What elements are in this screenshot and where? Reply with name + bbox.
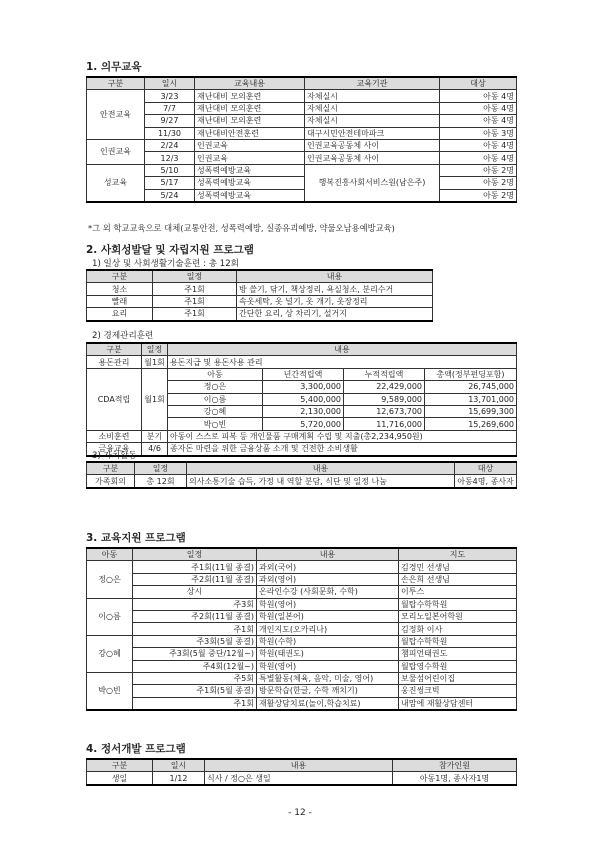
- table-cell: 식사 / 정○은 생일: [205, 772, 393, 785]
- table-cell: 주1회: [133, 623, 257, 635]
- table-cell: 7/7: [145, 102, 195, 114]
- table-cell: 재난대비 모의훈련: [195, 102, 305, 114]
- table-row: [87, 189, 517, 202]
- table-cell: 아동1명, 종사자1명: [393, 772, 517, 785]
- table-cell: 내맘에 재활상담센터: [399, 697, 517, 710]
- column-header: 구분: [87, 759, 153, 772]
- table-cell: 인권교육: [195, 152, 305, 164]
- column-header: 교육내용: [195, 77, 305, 90]
- table-row: [87, 623, 517, 635]
- column-header: 아동: [168, 368, 263, 380]
- column-header: 구분: [87, 270, 153, 283]
- table-header-row: [87, 343, 517, 356]
- subsection-title: 1) 일상 및 사회생활기술훈련 : 총 12회: [92, 259, 239, 269]
- table-row: [87, 635, 517, 647]
- table-cell: 주3회(5월 종결): [133, 635, 257, 647]
- section-title-1: 1. 의무교육: [86, 61, 142, 73]
- group-cell: 안전교육: [87, 90, 145, 140]
- table-cell: 이○름: [168, 393, 263, 405]
- table-row: [87, 90, 517, 102]
- table-cell: 소비훈련: [87, 430, 142, 442]
- column-header: 교육기관: [305, 77, 440, 90]
- table-cell: 과외(국어): [257, 561, 399, 573]
- table-cell: 5/17: [145, 177, 195, 189]
- column-header: 일시: [153, 759, 205, 772]
- column-header: 일정: [153, 270, 237, 283]
- table-cell: 온라인수강 (사회문화, 수학): [257, 586, 399, 598]
- table-cell: 자체실시: [305, 90, 440, 102]
- table-row: [87, 610, 517, 622]
- table-row: [87, 102, 517, 114]
- column-header: 구분: [87, 462, 135, 475]
- table-cell: 9,589,000: [344, 393, 425, 405]
- table-cell: 15,269,600: [425, 418, 517, 430]
- table-row: [87, 368, 517, 380]
- section-title-4: 4. 정서개발 프로그램: [86, 743, 186, 755]
- column-header: 일정: [142, 343, 168, 356]
- table-cell: 손은희 선생님: [399, 573, 517, 585]
- column-header: 참가인원: [393, 759, 517, 772]
- table-cell: 모리노일본어학원: [399, 610, 517, 622]
- table-cell: 12,673,700: [344, 405, 425, 417]
- table-cell: 아동 3명: [440, 127, 517, 139]
- table-cell: 인권교육공동체 사이: [305, 152, 440, 164]
- table-cell: 방 쓸기, 닦기, 책상정리, 욕실청소, 분리수거: [237, 283, 433, 295]
- table-cell: 개인지도(오카리나): [257, 623, 399, 635]
- group-cell: 인권교육: [87, 139, 145, 164]
- table-row: [87, 672, 517, 684]
- table-cell: 생일: [87, 772, 153, 785]
- subsection-title: 3) 자치활동: [92, 451, 137, 461]
- education-support-table: [86, 547, 517, 711]
- group-cell: 정○은: [87, 561, 133, 598]
- group-cell: 성교육: [87, 164, 145, 202]
- table-cell: 5,720,000: [263, 418, 344, 430]
- table-cell: 아동 4명: [440, 139, 517, 151]
- table-cell: 종자돈 마련을 위한 금융상품 소개 및 건전한 소비생활: [168, 443, 517, 456]
- table-header-row: [87, 548, 517, 561]
- table-cell: 주1회: [153, 308, 237, 321]
- table-row: [87, 772, 517, 785]
- table-cell: 아동이 스스로 피복 등 개인물품 구매계획 수립 및 지출(총2,234,950원): [168, 430, 517, 442]
- table-cell: 2,130,000: [263, 405, 344, 417]
- table-cell: 5/24: [145, 189, 195, 202]
- table-cell: 아동 2명: [440, 189, 517, 202]
- table-row: [87, 586, 517, 598]
- table-row: [87, 139, 517, 151]
- table-cell: 월탑수학학원: [399, 635, 517, 647]
- table-cell: 주3회(5월 중단/12월~): [133, 648, 257, 660]
- section-title-2: 2. 사회성발달 및 자립지원 프로그램: [86, 244, 254, 256]
- table-row: [87, 177, 517, 189]
- table-cell: 3/23: [145, 90, 195, 102]
- table-cell: 12/3: [145, 152, 195, 164]
- table-cell: 주2회(11월 종결): [133, 573, 257, 585]
- column-header: 일시: [145, 77, 195, 90]
- table-cell: 아동 2명: [440, 164, 517, 176]
- table-cell: 학원(일본어): [257, 610, 399, 622]
- table-cell: 1/12: [153, 772, 205, 785]
- table-cell: 요리: [87, 308, 153, 321]
- table-cell: 방문학습(한글, 수학 깨치기): [257, 685, 399, 697]
- table-row: [87, 164, 517, 176]
- table-cell: 재활상담치료(놀이,학습치료): [257, 697, 399, 710]
- group-cell: 강○혜: [87, 635, 133, 672]
- table-cell: 인권교육: [195, 139, 305, 151]
- table-cell: 월탑수학학원: [399, 598, 517, 610]
- table-cell: 보물섬어린이집: [399, 672, 517, 684]
- page-number: - 12 -: [288, 808, 312, 818]
- table-row: [87, 115, 517, 127]
- daily-life-table: [86, 269, 433, 322]
- mandatory-education-table: [86, 76, 517, 203]
- table-cell: 총 12회: [135, 475, 187, 488]
- table-cell: 정○은: [168, 381, 263, 393]
- table-row: [87, 152, 517, 164]
- table-row: [87, 660, 517, 672]
- group-cell: CDA적립: [87, 368, 142, 430]
- table-cell: 대구시민안전테마파크: [305, 127, 440, 139]
- table-cell: 주2회(11월 종결): [133, 610, 257, 622]
- table-row: [87, 648, 517, 660]
- table-cell: 학원(영어): [257, 598, 399, 610]
- table-cell: 간단한 요리, 상 차리기, 설거지: [237, 308, 433, 321]
- table-cell: 자체실시: [305, 115, 440, 127]
- table-cell: 주1회(5월 종결): [133, 685, 257, 697]
- table-row: [87, 127, 517, 139]
- table-cell: 월1회: [142, 356, 168, 368]
- column-header: 내용: [187, 462, 455, 475]
- table-cell: 월탑영수학원: [399, 660, 517, 672]
- column-header: 구분: [87, 77, 145, 90]
- table-cell: 주5회: [133, 672, 257, 684]
- table-cell: 26,745,000: [425, 381, 517, 393]
- table-cell: 빨래: [87, 295, 153, 307]
- column-header: 아동: [87, 548, 133, 561]
- emotional-development-table: [86, 758, 517, 786]
- column-header: 대상: [455, 462, 517, 475]
- table-cell: 과외(영어): [257, 573, 399, 585]
- table-cell: 주1회(11월 종결): [133, 561, 257, 573]
- column-header: 총액(정부펀딩포함): [425, 368, 517, 380]
- column-header: 내용: [168, 343, 517, 356]
- table-cell: 용돈지급 및 용돈사용 관리: [168, 356, 517, 368]
- table-cell: 청소: [87, 283, 153, 295]
- table-cell: 15,699,300: [425, 405, 517, 417]
- column-header: 년간적립액: [263, 368, 344, 380]
- column-header: 내용: [205, 759, 393, 772]
- column-header: 내용: [237, 270, 433, 283]
- table-cell: 성폭력예방교육: [195, 189, 305, 202]
- table-cell: 강○혜: [168, 405, 263, 417]
- table-cell: 4/6: [142, 443, 168, 456]
- table-cell: 22,429,000: [344, 381, 425, 393]
- table-row: [87, 685, 517, 697]
- table-cell: 아동 4명: [440, 102, 517, 114]
- table-cell: 9/27: [145, 115, 195, 127]
- column-header: 구분: [87, 343, 142, 356]
- table-cell: 이투스: [399, 586, 517, 598]
- table-header-row: [87, 77, 517, 90]
- economic-training-table: [86, 342, 517, 457]
- table-cell: 김정화 이사: [399, 623, 517, 635]
- table-header-row: [87, 270, 433, 283]
- table-cell: 가족회의: [87, 475, 135, 488]
- table-cell: 박○빈: [168, 418, 263, 430]
- table-cell: 주3회: [133, 598, 257, 610]
- group-cell: 박○빈: [87, 672, 133, 710]
- table-cell: 학원(태권도): [257, 648, 399, 660]
- table-cell: 성폭력예방교육: [195, 177, 305, 189]
- table-cell: 재난대비 모의훈련: [195, 115, 305, 127]
- table-cell: 자체실시: [305, 102, 440, 114]
- table-cell: 11,716,000: [344, 418, 425, 430]
- table-cell: 아동 4명: [440, 90, 517, 102]
- table-cell: 금융교육: [87, 443, 142, 456]
- table-cell: 아동 2명: [440, 177, 517, 189]
- table-cell: 행복진흥사회서비스원(남은주): [305, 164, 440, 202]
- column-header: 일정: [133, 548, 257, 561]
- table-cell: 3,300,000: [263, 381, 344, 393]
- table-cell: 월1회: [142, 368, 168, 430]
- table-cell: 주1회: [153, 283, 237, 295]
- table-header-row: [87, 462, 517, 475]
- table-cell: 아동4명, 종사자: [455, 475, 517, 488]
- table-cell: 성폭력예방교육: [195, 164, 305, 176]
- column-header: 일정: [135, 462, 187, 475]
- table-cell: 재난대비 모의훈련: [195, 90, 305, 102]
- table-cell: 아동 4명: [440, 115, 517, 127]
- footnote: *그 외 학교교육으로 대체(교통안전, 성폭력예방, 실종유괴예방, 약물오남용예방교육): [88, 223, 395, 233]
- table-cell: 학원(수학): [257, 635, 399, 647]
- table-row: [87, 598, 517, 610]
- table-row: [87, 443, 517, 456]
- table-cell: 13,701,000: [425, 393, 517, 405]
- table-cell: 의사소통기술 습득, 가정 내 역할 분담, 식단 및 일정 나눔: [187, 475, 455, 488]
- table-cell: 김경민 선생님: [399, 561, 517, 573]
- table-cell: 용돈관리: [87, 356, 142, 368]
- column-header: 대상: [440, 77, 517, 90]
- group-cell: 이○름: [87, 598, 133, 635]
- table-header-row: [87, 759, 517, 772]
- table-row: [87, 283, 433, 295]
- table-row: [87, 475, 517, 488]
- table-cell: 11/30: [145, 127, 195, 139]
- table-row: [87, 697, 517, 710]
- table-row: [87, 573, 517, 585]
- table-row: [87, 561, 517, 573]
- table-cell: 2/24: [145, 139, 195, 151]
- column-header: 누적적립액: [344, 368, 425, 380]
- table-cell: 재난대비안전훈련: [195, 127, 305, 139]
- table-cell: 주4회(12월~): [133, 660, 257, 672]
- subsection-title: 2) 경제관리훈련: [92, 331, 154, 341]
- self-governance-table: [86, 461, 517, 489]
- table-cell: 챔피언태권도: [399, 648, 517, 660]
- table-cell: 특별활동(체육, 음악, 미술, 영어): [257, 672, 399, 684]
- table-cell: 인권교육공동체 사이: [305, 139, 440, 151]
- table-row: [87, 308, 433, 321]
- table-cell: 속옷세탁, 옷 널기, 옷 개기, 옷장정리: [237, 295, 433, 307]
- table-cell: 분기: [142, 430, 168, 442]
- table-cell: 주1회: [153, 295, 237, 307]
- table-cell: 주1회: [133, 697, 257, 710]
- section-title-3: 3. 교육지원 프로그램: [86, 532, 186, 544]
- table-cell: 5/10: [145, 164, 195, 176]
- table-cell: 웅진씽크빅: [399, 685, 517, 697]
- column-header: 지도: [399, 548, 517, 561]
- table-row: [87, 430, 517, 442]
- table-cell: 학원(영어): [257, 660, 399, 672]
- column-header: 내용: [257, 548, 399, 561]
- table-cell: 아동 4명: [440, 152, 517, 164]
- table-cell: 상시: [133, 586, 257, 598]
- table-row: [87, 295, 433, 307]
- table-cell: 5,400,000: [263, 393, 344, 405]
- table-row: [87, 356, 517, 368]
